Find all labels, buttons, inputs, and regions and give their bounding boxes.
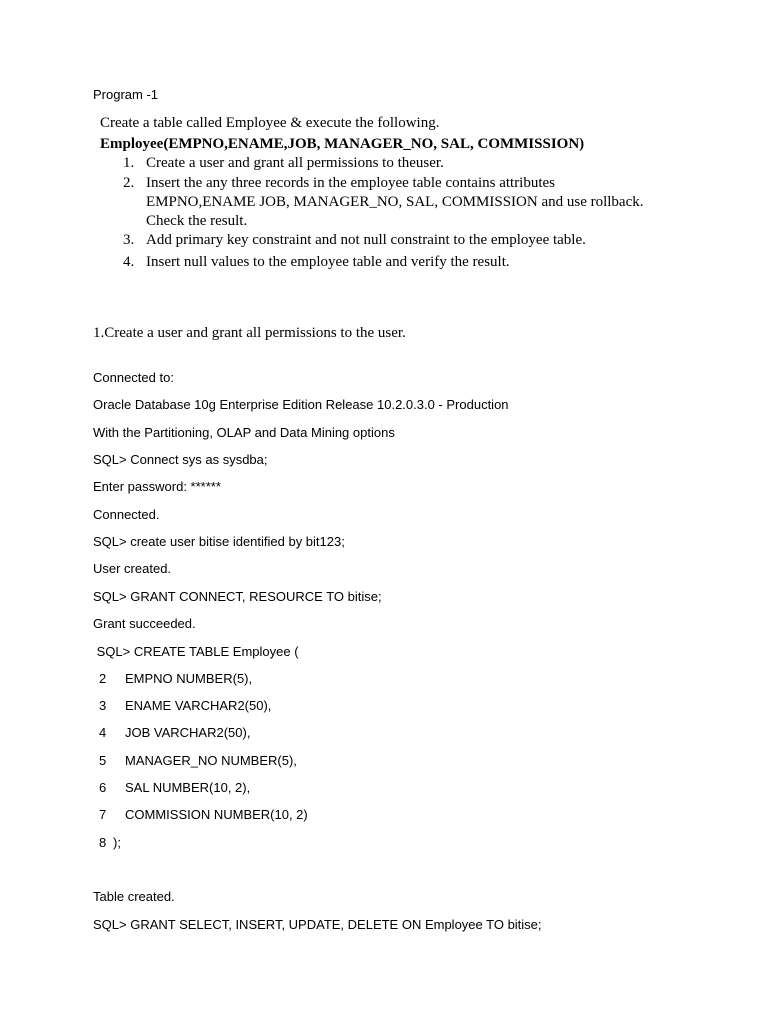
log-line: SQL> create user bitise identified by bit123; [93,534,345,549]
code-line: SAL NUMBER(10, 2), [125,780,251,795]
line-number: 8 [99,835,107,850]
log-line: Enter password: ****** [93,479,221,494]
task-text: EMPNO,ENAME JOB, MANAGER_NO, SAL, COMMISSION and use rollback. [146,194,644,210]
code-line: JOB VARCHAR2(50), [125,725,251,740]
line-number: 4 [99,725,107,740]
section-heading: 1.Create a user and grant all permissions to the user. [93,325,406,341]
log-line: Connected. [93,507,160,522]
task-number: 2. [123,175,135,191]
task-text: Check the result. [146,213,248,229]
task-number: 3. [123,232,135,248]
log-line: User created. [93,561,172,576]
code-line: EMPNO NUMBER(5), [125,671,253,686]
task-number: 1. [123,155,135,171]
schema-text: Employee(EMPNO,ENAME,JOB, MANAGER_NO, SAL, COMMISSION) [100,136,585,152]
intro-text: Create a table called Employee & execute the following. [100,115,440,131]
code-line: ); [113,835,121,850]
task-text: Insert the any three records in the employee table contains attributes [146,175,556,191]
log-line: Oracle Database 10g Enterprise Edition Release 10.2.0.3.0 - Production [93,397,509,412]
task-text: Create a user and grant all permissions to theuser. [146,155,444,171]
code-line: COMMISSION NUMBER(10, 2) [125,807,308,822]
task-number: 4. [123,254,135,270]
log-line: SQL> GRANT CONNECT, RESOURCE TO bitise; [93,589,382,604]
task-text: Insert null values to the employee table and verify the result. [146,254,510,270]
line-number: 6 [99,780,107,795]
program-title: Program -1 [93,87,159,102]
log-line: Grant succeeded. [93,616,196,631]
code-line: ENAME VARCHAR2(50), [125,698,272,713]
line-number: 7 [99,807,107,822]
create-table-statement: SQL> CREATE TABLE Employee ( [93,644,299,659]
code-line: MANAGER_NO NUMBER(5), [125,753,297,768]
line-number: 2 [99,671,107,686]
table-created-message: Table created. [93,889,175,904]
task-text: Add primary key constraint and not null constraint to the employee table. [146,232,586,248]
line-number: 3 [99,698,107,713]
log-line: Connected to: [93,370,174,385]
log-line: With the Partitioning, OLAP and Data Mining options [93,425,395,440]
grant-statement: SQL> GRANT SELECT, INSERT, UPDATE, DELETE ON Employee TO bitise; [93,917,542,932]
log-line: SQL> Connect sys as sysdba; [93,452,268,467]
line-number: 5 [99,753,107,768]
